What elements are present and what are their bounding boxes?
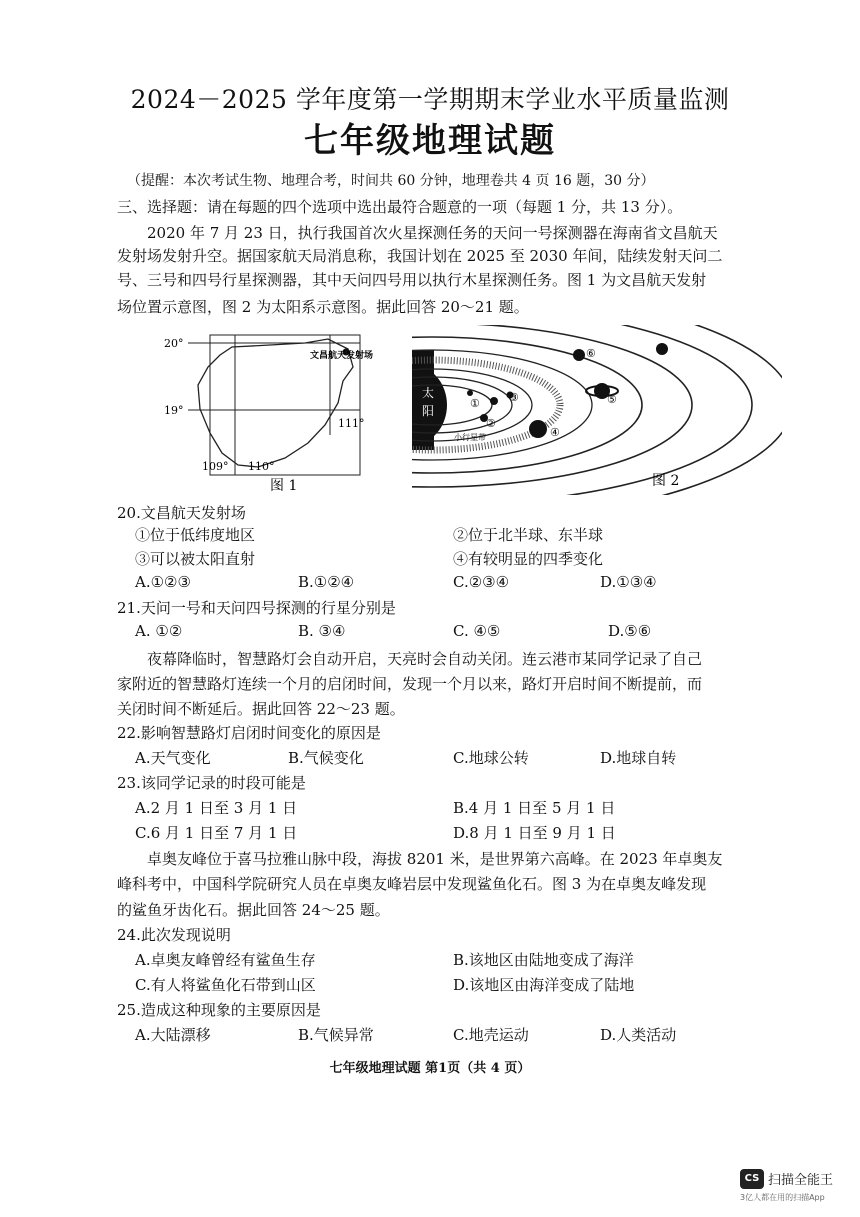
- planet-uranus: [573, 349, 585, 361]
- exam-subject-title: 七年级地理试题: [304, 121, 556, 161]
- statement-2: ②位于北半球、东半球: [453, 526, 604, 544]
- figure1-map: [160, 325, 400, 500]
- option-d: D.该地区由海洋变成了陆地: [453, 976, 635, 994]
- latitude-19-label: 19°: [164, 404, 184, 417]
- option-a: A. ①②: [135, 622, 183, 640]
- option-c: C.有人将鲨鱼化石带到山区: [135, 976, 316, 994]
- option-b: B.①②④: [298, 573, 355, 591]
- option-d: D.人类活动: [600, 1026, 677, 1044]
- page-footer: 七年级地理试题 第1页（共 4 页）: [329, 1061, 531, 1076]
- figure2-caption: 图 2: [652, 473, 680, 489]
- planet-venus: [490, 397, 498, 405]
- planet-mercury: [467, 390, 473, 396]
- longitude-109-label: 109°: [202, 460, 229, 473]
- passage1-line: 场位置示意图，图 2 为太阳系示意图。据此回答 20～21 题。: [117, 298, 529, 316]
- label-2: ②: [486, 417, 496, 430]
- label-6: ⑥: [586, 347, 596, 360]
- planet-jupiter: [529, 420, 547, 438]
- option-d: D.①③④: [600, 573, 657, 591]
- statement-4: ④有较明显的四季变化: [453, 550, 604, 568]
- label-5: ⑤: [607, 393, 617, 406]
- option-b: B.气候变化: [288, 749, 364, 767]
- sun-label-bottom: 阳: [422, 404, 435, 418]
- option-a: A.2 月 1 日至 3 月 1 日: [135, 799, 298, 817]
- statement-1: ①位于低纬度地区: [135, 526, 256, 544]
- longitude-111-label: 111°: [338, 417, 365, 430]
- passage3-line: 卓奥友峰位于喜马拉雅山脉中段，海拔 8201 米，是世界第六高峰。在 2023 年卓奥友: [147, 850, 723, 868]
- label-3: ③: [509, 391, 519, 404]
- option-c: C.6 月 1 日至 7 月 1 日: [135, 824, 298, 842]
- latitude-20-label: 20°: [164, 337, 184, 350]
- option-b: B.该地区由陆地变成了海洋: [453, 951, 634, 969]
- passage1-line: 号、三号和四号行星探测器，其中天问四号用以执行木星探测任务。图 1 为文昌航天发射: [117, 271, 707, 289]
- question-24-stem: 24.此次发现说明: [117, 926, 231, 944]
- exam-header-title: 2024－2025 学年度第一学期期末学业水平质量监测: [130, 85, 730, 114]
- option-b: B.气候异常: [298, 1026, 374, 1044]
- passage2-line: 夜幕降临时，智慧路灯会自动开启，天亮时会自动关闭。连云港市某同学记录了自己: [147, 650, 703, 668]
- option-b: B.4 月 1 日至 5 月 1 日: [453, 799, 616, 817]
- option-c: C.地壳运动: [453, 1026, 529, 1044]
- label-4: ④: [550, 426, 560, 439]
- figure2-solar-system: [412, 325, 782, 495]
- option-d: D.地球自转: [600, 749, 677, 767]
- sun-label-top: 太: [422, 386, 435, 400]
- orbit-8: [412, 325, 782, 495]
- label-1: ①: [470, 397, 480, 410]
- passage1-line: 发射场发射升空。据国家航天局消息称，我国计划在 2025 至 2030 年间，陆续发射天问二: [117, 247, 723, 265]
- question-23-stem: 23.该同学记录的时段可能是: [117, 774, 306, 792]
- question-25-stem: 25.造成这种现象的主要原因是: [117, 1001, 321, 1019]
- asteroid-belt-label: 小行星带: [454, 433, 486, 442]
- option-c: C.②③④: [453, 573, 510, 591]
- question-20-stem: 20.文昌航天发射场: [117, 504, 246, 522]
- question-22-stem: 22.影响智慧路灯启闭时间变化的原因是: [117, 724, 381, 742]
- passage2-line: 家附近的智慧路灯连续一个月的启闭时间，发现一个月以来，路灯开启时间不断提前，而: [117, 675, 703, 693]
- scanner-app-name: 扫描全能王: [768, 1173, 834, 1188]
- question-21-stem: 21.天问一号和天问四号探测的行星分别是: [117, 599, 396, 617]
- statement-3: ③可以被太阳直射: [135, 550, 256, 568]
- passage2-line: 关闭时间不断延后。据此回答 22～23 题。: [117, 700, 405, 718]
- exam-reminder: （提醒：本次考试生物、地理合考，时间共 60 分钟，地理卷共 4 页 16 题，30 分）: [127, 173, 655, 189]
- option-d: D.⑤⑥: [608, 622, 652, 640]
- option-a: A.大陆漂移: [135, 1026, 211, 1044]
- passage3-line: 峰科考中，中国科学院研究人员在卓奥友峰岩层中发现鲨鱼化石。图 3 为在卓奥友峰发现: [117, 875, 707, 893]
- longitude-110-label: 110°: [248, 460, 275, 473]
- planet-neptune: [656, 343, 668, 355]
- scanner-logo-icon: CS: [740, 1169, 764, 1189]
- passage1-line: 2020 年 7 月 23 日，执行我国首次火星探测任务的天问一号探测器在海南省文昌航天: [147, 224, 718, 242]
- option-c: C.地球公转: [453, 749, 529, 767]
- option-d: D.8 月 1 日至 9 月 1 日: [453, 824, 616, 842]
- option-a: A.天气变化: [135, 749, 211, 767]
- launch-site-label: 文昌航天发射场: [310, 351, 374, 361]
- figure1-caption: 图 1: [270, 478, 298, 494]
- scanner-tagline: 3亿人都在用的扫描App: [740, 1193, 825, 1202]
- option-c: C. ④⑤: [453, 622, 501, 640]
- scanner-watermark: [740, 1167, 850, 1207]
- passage3-line: 的鲨鱼牙齿化石。据此回答 24～25 题。: [117, 901, 390, 919]
- option-a: A.卓奥友峰曾经有鲨鱼生存: [135, 951, 316, 969]
- section-heading: 三、选择题：请在每题的四个选项中选出最符合题意的一项（每题 1 分，共 13 分）。: [117, 198, 683, 216]
- option-a: A.①②③: [135, 573, 191, 591]
- option-b: B. ③④: [298, 622, 346, 640]
